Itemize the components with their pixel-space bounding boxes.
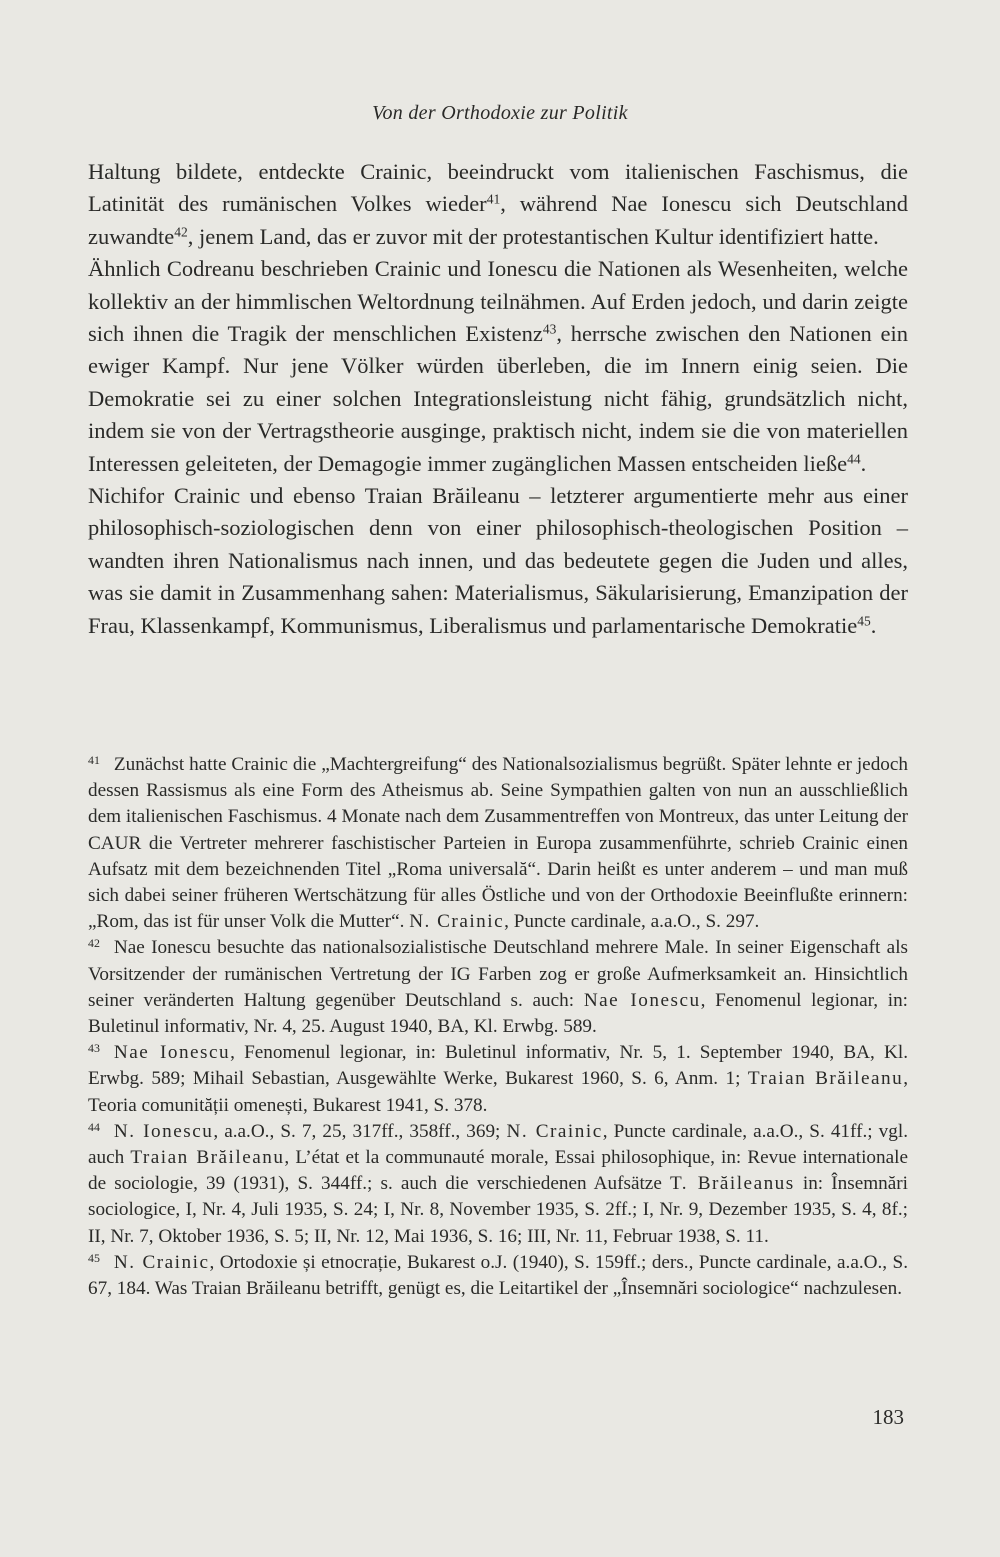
- footnote-41: [88, 752, 908, 935]
- text-run: , während Nae Ionescu sich Deutschland zuwandte: [88, 191, 908, 249]
- text-run: Nichifor Crainic und ebenso Traian Brăileanu – letzterer argumentierte mehr aus einer philosophisch-soziologischen denn von einer philosophisch-theologischen Position – wandten ihren Nationalismus nach innen, und das bedeutete gegen die Juden und alles, was sie damit in Zusammenhang sahen: Materialismus, Säkularisierung, Emanzipation der Frau, Klassenkampf, Kommunismus, Liberalismus und parlamentarische Demokratie: [88, 483, 908, 638]
- text-run: Nae Ionescu besuchte das nationalsozialistische Deutschland mehrere Male. In seiner Eigenschaft als Vorsitzender der rumänischen Vertretung der IG Farben zog er große Aufmerksamkeit an. Hinsichtlich seiner veränderten Haltung gegenüber Deutschland s. auch:: [88, 937, 908, 1011]
- footnote-ref: 42: [174, 224, 188, 240]
- footnote-42: [88, 935, 908, 1040]
- paragraph: [88, 480, 908, 642]
- footnote-number: 41: [88, 753, 100, 768]
- footnote-43: [88, 1040, 908, 1119]
- paragraph: [88, 156, 908, 253]
- text-run: Zunächst hatte Crainic die „Machtergreifung“ des Nationalsozialismus begrüßt. Später lehnte er jedoch dessen Rassismus als eine Form des Atheismus ab. Seine Sympathien galten von nun an ausschließlich dem italienischen Faschismus. 4 Monate nach dem Zusammentreffen von Montreux, das unter Leitung der CAUR die Vertreter mehrerer faschistischer Parteien in Europa zusammenführte, schrieb Crainic einen Aufsatz mit dem bezeichnenden Titel „Roma universală“. Darin heißt es unter anderem – und man muß sich dabei seiner früheren Wertschätzung für alles Östliche und von der Orthodoxie Beeinflußte erinnern: „Rom, das ist für unser Volk die Mutter“.: [88, 754, 908, 933]
- text-run: , Fenomenul legionar, in: Buletinul informativ, Nr. 4, 25. August 1940, BA, Kl. Erwbg. 589.: [88, 989, 909, 1038]
- text-run: , herrsche zwischen den Nationen ein ewiger Kampf. Nur jene Völker würden überleben, die im Innern einig seien. Die Demokratie sei zu einer solchen Integrationsleistung nicht fähig, grundsätzlich nicht, indem sie von der Vertragstheorie ausginge, praktisch nicht, indem sie die von materiellen Interessen geleiteten, der Demagogie immer zugänglichen Massen entscheiden ließe: [88, 321, 908, 476]
- author-name: Nae Ionescu: [583, 989, 701, 1011]
- text-run: in: Însemnări sociologice, I, Nr. 4, Juli 1935, S. 24; I, Nr. 8, November 1935, S. 2ff.; I, Nr. 9, Dezember 1935, S. 4, 8f.; II, Nr. 7, Oktober 1936, S. 5; II, Nr. 12, Mai 1936, S. 16; III, Nr. 11, Februar 1938, S. 11.: [88, 1173, 908, 1247]
- footnotes: [88, 752, 908, 1302]
- author-name: Traian Brăileanu: [747, 1068, 904, 1090]
- text-run: Ähnlich Codreanu beschrieben Crainic und Ionescu die Nationen als Wesenheiten, welche kollektiv an der himmlischen Weltordnung teilnähmen. Auf Erden jedoch, und darin zeigte sich ihnen die Tragik der menschlichen Existenz: [88, 256, 908, 347]
- text-run: , a.a.O., S. 7, 25, 317ff., 358ff., 369;: [213, 1120, 507, 1142]
- running-header: Von der Orthodoxie zur Politik: [372, 102, 628, 124]
- text-run: Haltung bildete, entdeckte Crainic, beeindruckt vom italienischen Faschismus, die Latinität des rumänischen Volkes wieder: [88, 159, 908, 217]
- footnote-number: 44: [88, 1119, 100, 1134]
- author-name: Traian Brăileanu: [130, 1147, 285, 1169]
- text-run: .: [860, 450, 867, 476]
- text-run: , Teoria comunității omenești, Bukarest 1941, S. 378.: [88, 1068, 908, 1116]
- page-number: 183: [872, 1405, 904, 1429]
- author-name: N. Crainic: [506, 1120, 603, 1142]
- author-name: N. Crainic: [113, 1251, 210, 1273]
- footnote-number: 42: [88, 936, 100, 951]
- footnote-number: 45: [88, 1250, 100, 1265]
- paragraph: [88, 253, 908, 480]
- footnote-45: [88, 1250, 908, 1302]
- footnote-ref: 43: [542, 321, 557, 337]
- text-run: , Puncte cardinale, a.a.O., S. 297.: [504, 911, 760, 933]
- author-name: N. Ionescu: [113, 1120, 214, 1142]
- main-text: [88, 156, 908, 642]
- text-run: , Puncte cardinale, a.a.O., S. 41ff.; vgl. auch: [88, 1120, 908, 1169]
- text-run: , Ortodoxie și etnocrație, Bukarest o.J. (1940), S. 159ff.; ders., Puncte cardinale, a.a.O., S. 67, 184. Was Traian Brăileanu betrifft, genügt es, die Leitartikel der „Însemnări sociologice“ nachzulesen.: [88, 1251, 908, 1300]
- text-run: , L’état et la communauté morale, Essai philosophique, in: Revue internationale de sociologie, 39 (1931), S. 344ff.; s. auch die verschiedenen Aufsätze: [88, 1147, 908, 1195]
- author-name: N. Crainic: [409, 911, 505, 933]
- text-run: .: [870, 612, 877, 638]
- footnote-44: [88, 1119, 908, 1250]
- footnote-ref: 44: [847, 451, 861, 467]
- text-run: , Fenomenul legionar, in: Buletinul informativ, Nr. 5, 1. September 1940, BA, Kl. Erwbg. 589; Mihail Sebastian, Ausgewählte Werke, Bukarest 1960, S. 6, Anm. 1;: [88, 1042, 909, 1090]
- text-run: , jenem Land, das er zuvor mit der protestantischen Kultur identifiziert hatte.: [187, 223, 879, 249]
- footnote-ref: 41: [486, 191, 501, 207]
- footnote-number: 43: [88, 1041, 100, 1056]
- author-name: T. Brăileanus: [669, 1173, 795, 1195]
- author-name: Nae Ionescu: [113, 1042, 231, 1064]
- footnote-ref: 45: [857, 613, 871, 629]
